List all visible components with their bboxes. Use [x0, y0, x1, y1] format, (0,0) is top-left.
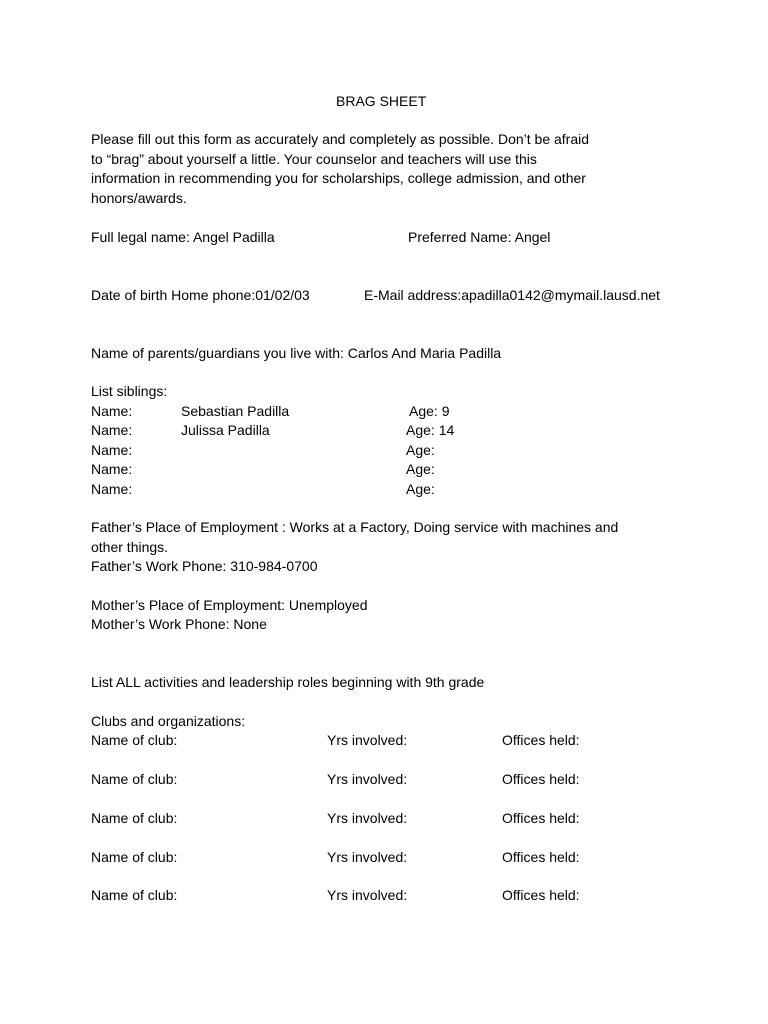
intro-line: information in recommending you for scholarships, college admission, and other: [91, 170, 586, 186]
siblings-heading: List siblings:: [91, 383, 168, 399]
club-name-label: Name of club:: [91, 732, 178, 748]
father-employment-line: Father’s Place of Employment : Works at a Factory, Doing service with machines and: [91, 519, 619, 535]
father-work-phone: Father’s Work Phone: 310-984-0700: [91, 558, 318, 574]
preferred-name-field: Preferred Name: Angel: [408, 229, 551, 245]
club-offices-label: Offices held:: [502, 849, 580, 865]
club-offices-label: Offices held:: [502, 887, 580, 903]
club-years-label: Yrs involved:: [327, 732, 408, 748]
sibling-name-value: Julissa Padilla: [181, 422, 270, 438]
sibling-age: Age:: [406, 442, 435, 458]
sibling-name-value: Sebastian Padilla: [181, 403, 290, 419]
activities-heading: List ALL activities and leadership roles beginning with 9th grade: [91, 674, 485, 690]
parents-field: Name of parents/guardians you live with: Carlos And Maria Padilla: [91, 345, 502, 361]
sibling-name-label: Name:: [91, 422, 133, 438]
sibling-name-label: Name:: [91, 442, 133, 458]
club-years-label: Yrs involved:: [327, 771, 408, 787]
intro-line: honors/awards.: [91, 189, 187, 206]
club-name-label: Name of club:: [91, 771, 178, 787]
sibling-name-label: Name:: [91, 461, 133, 477]
club-name-label: Name of club:: [91, 810, 178, 826]
club-years-label: Yrs involved:: [327, 849, 408, 865]
club-name-label: Name of club:: [91, 887, 178, 903]
club-years-label: Yrs involved:: [327, 887, 408, 903]
mother-work-phone: Mother’s Work Phone: None: [91, 616, 267, 632]
sibling-age: Age:: [406, 481, 435, 497]
intro-line: Please fill out this form as accurately and completely as possible. Don’t be afraid: [91, 131, 590, 147]
sibling-age: Age: 14: [406, 422, 455, 438]
sibling-name-label: Name:: [91, 481, 133, 497]
email-field: E-Mail address:apadilla0142@mymail.lausd.net: [364, 287, 660, 303]
club-offices-label: Offices held:: [502, 810, 580, 826]
dob-phone-field: Date of birth Home phone:01/02/03: [91, 287, 310, 303]
club-offices-label: Offices held:: [502, 771, 580, 787]
mother-employment: Mother’s Place of Employment: Unemployed: [91, 597, 368, 613]
club-name-label: Name of club:: [91, 849, 178, 865]
clubs-heading: Clubs and organizations:: [91, 713, 246, 729]
sibling-age: Age: 9: [409, 403, 450, 419]
club-years-label: Yrs involved:: [327, 810, 408, 826]
father-employment-line: other things.: [91, 539, 169, 555]
club-offices-label: Offices held:: [502, 732, 580, 748]
intro-paragraph: [91, 130, 651, 208]
page-title: BRAG SHEET: [336, 93, 427, 109]
intro-line: to “brag” about yourself a little. Your counselor and teachers will use this: [91, 150, 537, 167]
sibling-age: Age:: [406, 461, 435, 477]
legal-name-field: Full legal name: Angel Padilla: [91, 229, 275, 245]
sibling-name-label: Name:: [91, 403, 133, 419]
